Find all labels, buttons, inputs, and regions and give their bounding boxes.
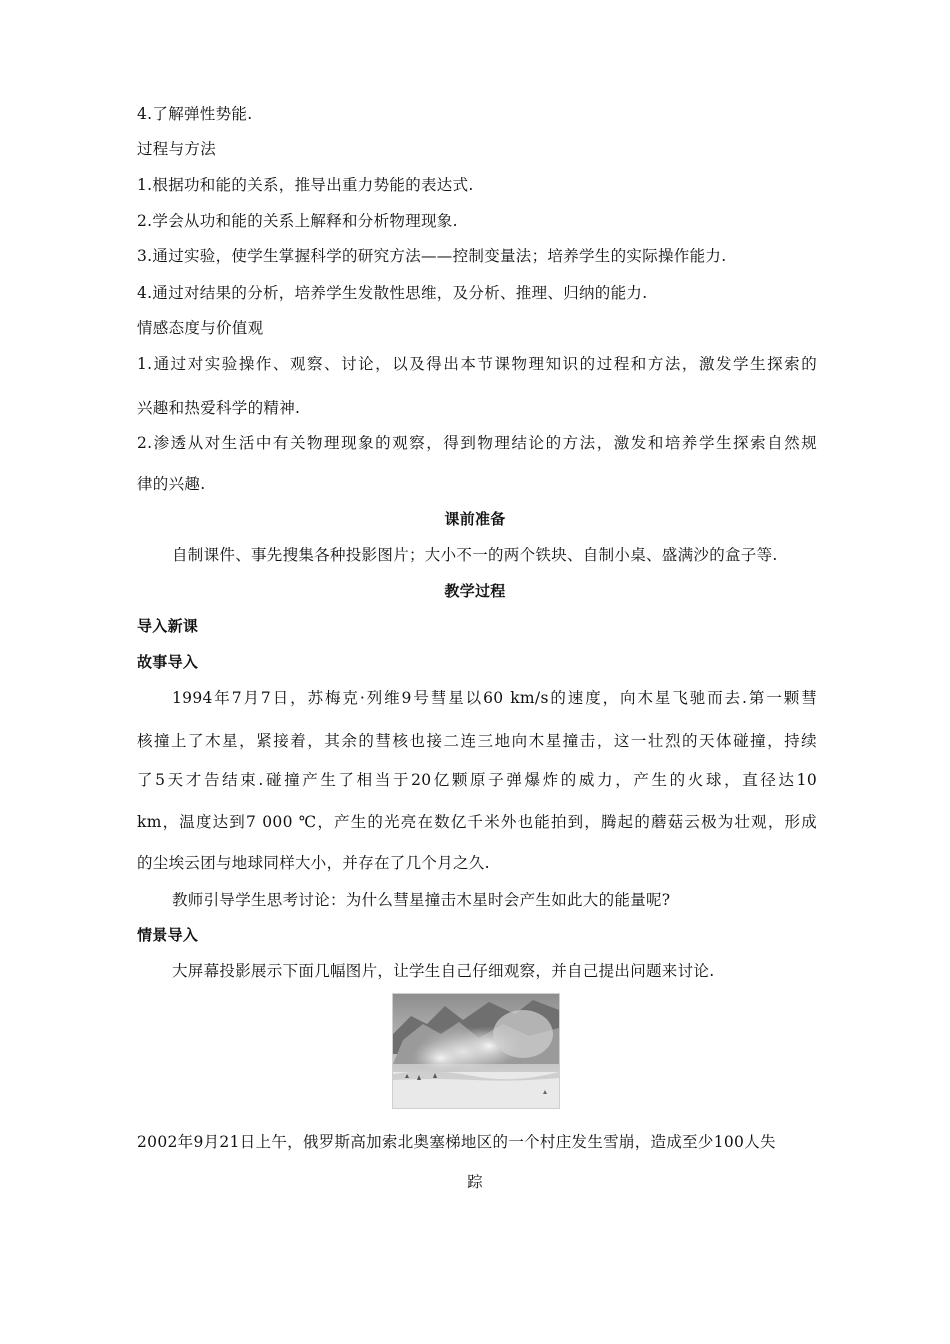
heading-teaching-process: 教学过程	[444, 582, 506, 600]
process-item-2: 2.学会从功和能的关系上解释和分析物理现象.	[137, 212, 458, 230]
objective-4: 4.了解弹性势能.	[137, 105, 253, 123]
heading-story-intro: 故事导入	[137, 653, 199, 671]
attitude-item-1-line-2: 兴趣和热爱科学的精神.	[137, 399, 301, 417]
heading-preparation: 课前准备	[444, 510, 506, 528]
process-item-3: 3.通过实验，使学生掌握科学的研究方法——控制变量法；培养学生的实际操作能力.	[137, 247, 727, 265]
heading-scene-intro: 情景导入	[137, 926, 199, 944]
section-heading-attitude: 情感态度与价值观	[137, 319, 264, 337]
story-line-1: 1994年7月7日，苏梅克·列维9号彗星以60 km/s的速度，向木星飞驰而去.第一颗彗	[172, 689, 817, 707]
avalanche-photo	[392, 993, 560, 1109]
attitude-item-2-line-1: 2.渗透从对生活中有关物理现象的观察，得到物理结论的方法，激发和培养学生探索自然规	[137, 434, 817, 452]
scene-intro-text: 大屏幕投影展示下面几幅图片，让学生自己仔细观察，并自己提出问题来讨论.	[172, 962, 715, 980]
process-item-1: 1.根据功和能的关系，推导出重力势能的表达式.	[137, 176, 474, 194]
discussion-prompt: 教师引导学生思考讨论：为什么彗星撞击木星时会产生如此大的能量呢?	[172, 891, 671, 909]
section-heading-process: 过程与方法	[137, 140, 217, 158]
photo-caption-line-2: 踪	[467, 1173, 483, 1191]
photo-caption-line-1: 2002年9月21日上午，俄罗斯高加索北奥塞梯地区的一个村庄发生雪崩，造成至少100人失	[137, 1133, 776, 1151]
story-line-2: 核撞上了木星，紧接着，其余的彗核也接二连三地向木星撞击，这一壮烈的天体碰撞，持续	[137, 732, 817, 750]
attitude-item-1-line-1: 1.通过对实验操作、观察、讨论，以及得出本节课物理知识的过程和方法，激发学生探索的	[137, 355, 817, 373]
story-line-5: 的尘埃云团与地球同样大小，并存在了几个月之久.	[137, 854, 490, 872]
story-line-3: 了5天才告结束.碰撞产生了相当于20亿颗原子弹爆炸的威力，产生的火球，直径达10	[137, 771, 817, 789]
story-line-4: km，温度达到7 000 ℃，产生的光亮在数亿千米外也能拍到，腾起的蘑菇云极为壮观，形成	[137, 813, 817, 831]
attitude-item-2-line-2: 律的兴趣.	[137, 475, 206, 493]
process-item-4: 4.通过对结果的分析，培养学生发散性思维，及分析、推理、归纳的能力.	[137, 284, 648, 302]
heading-introduction: 导入新课	[137, 617, 199, 635]
preparation-text: 自制课件、事先搜集各种投影图片；大小不一的两个铁块、自制小桌、盛满沙的盒子等.	[172, 546, 778, 564]
